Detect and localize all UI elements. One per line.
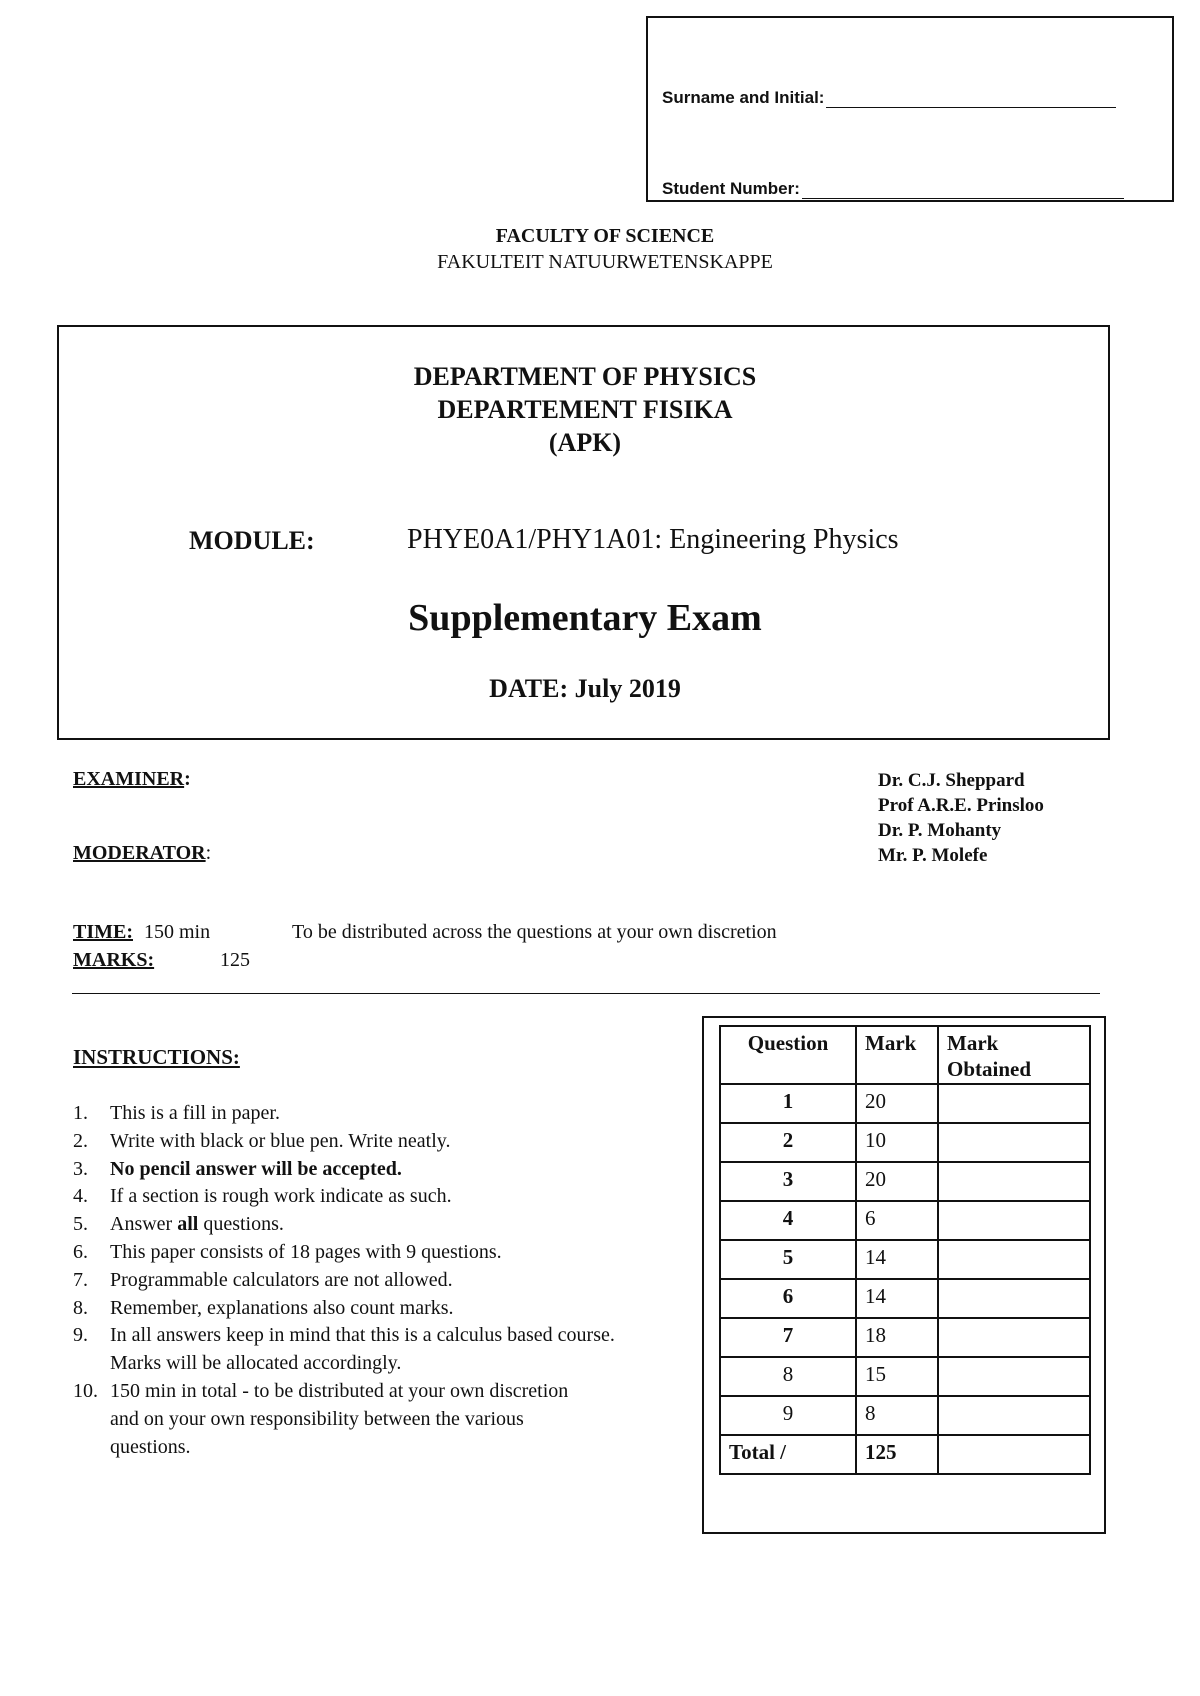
table-row [720,1396,1090,1435]
instruction-item: 8. Remember, explanations also count marks. [73,1296,454,1319]
question-mark: 15 [856,1357,938,1396]
total-obtained-cell[interactable] [938,1435,1090,1474]
module-label: MODULE: [189,526,315,555]
question-number: 6 [720,1279,856,1318]
instruction-item: 9. In all answers keep in mind that this is a calculus based course. Marks will be allocated accordingly. [73,1324,615,1375]
total-value: 125 [856,1435,938,1474]
surname-label: Surname and Initial: [662,88,825,107]
table-row [720,1162,1090,1201]
table-row [720,1084,1090,1123]
department-afrikaans: DEPARTEMENT FISIKA [437,395,733,424]
instruction-item: 2. Write with black or blue pen. Write neatly. [73,1129,451,1152]
faculty-english: FACULTY OF SCIENCE [495,225,715,247]
question-number: 4 [720,1201,856,1240]
exam-date: DATE: July 2019 [489,674,681,703]
instructions-heading: INSTRUCTIONS: [73,1045,240,1069]
department-heading [0,360,1170,459]
faculty-heading [0,223,1200,275]
header-mark-obtained: Mark Obtained [938,1026,1090,1084]
question-number: 5 [720,1240,856,1279]
student-number-row [662,179,1124,199]
marks-value: 125 [220,949,250,971]
header-question: Question [720,1026,856,1084]
mark-obtained-cell[interactable] [938,1396,1090,1435]
instruction-item: 4. If a section is rough work indicate as such. [73,1185,452,1208]
student-number-field[interactable] [802,180,1124,199]
question-mark: 20 [856,1162,938,1201]
staff-name: Prof A.R.E. Prinsloo [878,795,1044,816]
mark-obtained-cell[interactable] [938,1240,1090,1279]
moderator-label: MODERATOR: [73,842,212,864]
staff-name: Dr. P. Mohanty [878,820,1002,841]
mark-obtained-cell[interactable] [938,1279,1090,1318]
question-mark: 14 [856,1240,938,1279]
time-label: TIME: [73,921,133,943]
question-mark: 10 [856,1123,938,1162]
total-label: Total / [720,1435,856,1474]
instruction-item: 5. Answer all questions. [73,1213,284,1236]
question-number: 3 [720,1162,856,1201]
time-note: To be distributed across the questions at your own discretion [292,921,777,943]
question-mark: 8 [856,1396,938,1435]
department-code: (APK) [548,428,622,457]
student-details-box [646,16,1174,202]
divider [72,993,1100,994]
header-mark: Mark [856,1026,938,1084]
question-mark: 18 [856,1318,938,1357]
surname-field[interactable] [826,89,1116,108]
instruction-item: 10. 150 min in total - to be distributed at your own discretion and on your own responsibility between the various questions. [73,1379,569,1458]
table-row [720,1123,1090,1162]
instruction-item: 3. No pencil answer will be accepted. [73,1157,402,1180]
mark-obtained-cell[interactable] [938,1357,1090,1396]
instruction-item: 1. This is a fill in paper. [73,1102,280,1124]
staff-name: Dr. C.J. Sheppard [878,770,1025,791]
question-number: 7 [720,1318,856,1357]
table-row [720,1357,1090,1396]
marks-table-frame [702,1016,1106,1534]
surname-row [662,88,1116,108]
question-mark: 14 [856,1279,938,1318]
table-header-row [720,1026,1090,1084]
question-number: 1 [720,1084,856,1123]
mark-obtained-cell[interactable] [938,1318,1090,1357]
time-value: 150 min [144,921,211,943]
time-row [73,921,210,944]
table-row [720,1318,1090,1357]
examiner-label: EXAMINER: [73,768,191,790]
table-row [720,1240,1090,1279]
marks-table [719,1025,1091,1475]
staff-names [878,768,1044,868]
instruction-item: 7. Programmable calculators are not allowed. [73,1268,453,1291]
table-row [720,1201,1090,1240]
question-number: 8 [720,1357,856,1396]
instruction-item: 6. This paper consists of 18 pages with 9 questions. [73,1240,502,1263]
question-number: 2 [720,1123,856,1162]
module-value: PHYE0A1/PHY1A01: Engineering Physics [407,524,899,555]
instructions-list [73,1100,673,1461]
mark-obtained-cell[interactable] [938,1123,1090,1162]
mark-obtained-cell[interactable] [938,1162,1090,1201]
question-number: 9 [720,1396,856,1435]
student-number-label: Student Number: [662,179,800,198]
exam-title: Supplementary Exam [408,597,762,639]
marks-label: MARKS: [73,949,155,971]
staff-name: Mr. P. Molefe [878,845,988,866]
mark-obtained-cell[interactable] [938,1201,1090,1240]
mark-obtained-cell[interactable] [938,1084,1090,1123]
question-mark: 20 [856,1084,938,1123]
table-total-row [720,1435,1090,1474]
faculty-afrikaans: FAKULTEIT NATUURWETENSKAPPE [437,251,773,273]
department-english: DEPARTMENT OF PHYSICS [413,362,757,391]
table-row [720,1279,1090,1318]
marks-row [73,949,154,972]
question-mark: 6 [856,1201,938,1240]
